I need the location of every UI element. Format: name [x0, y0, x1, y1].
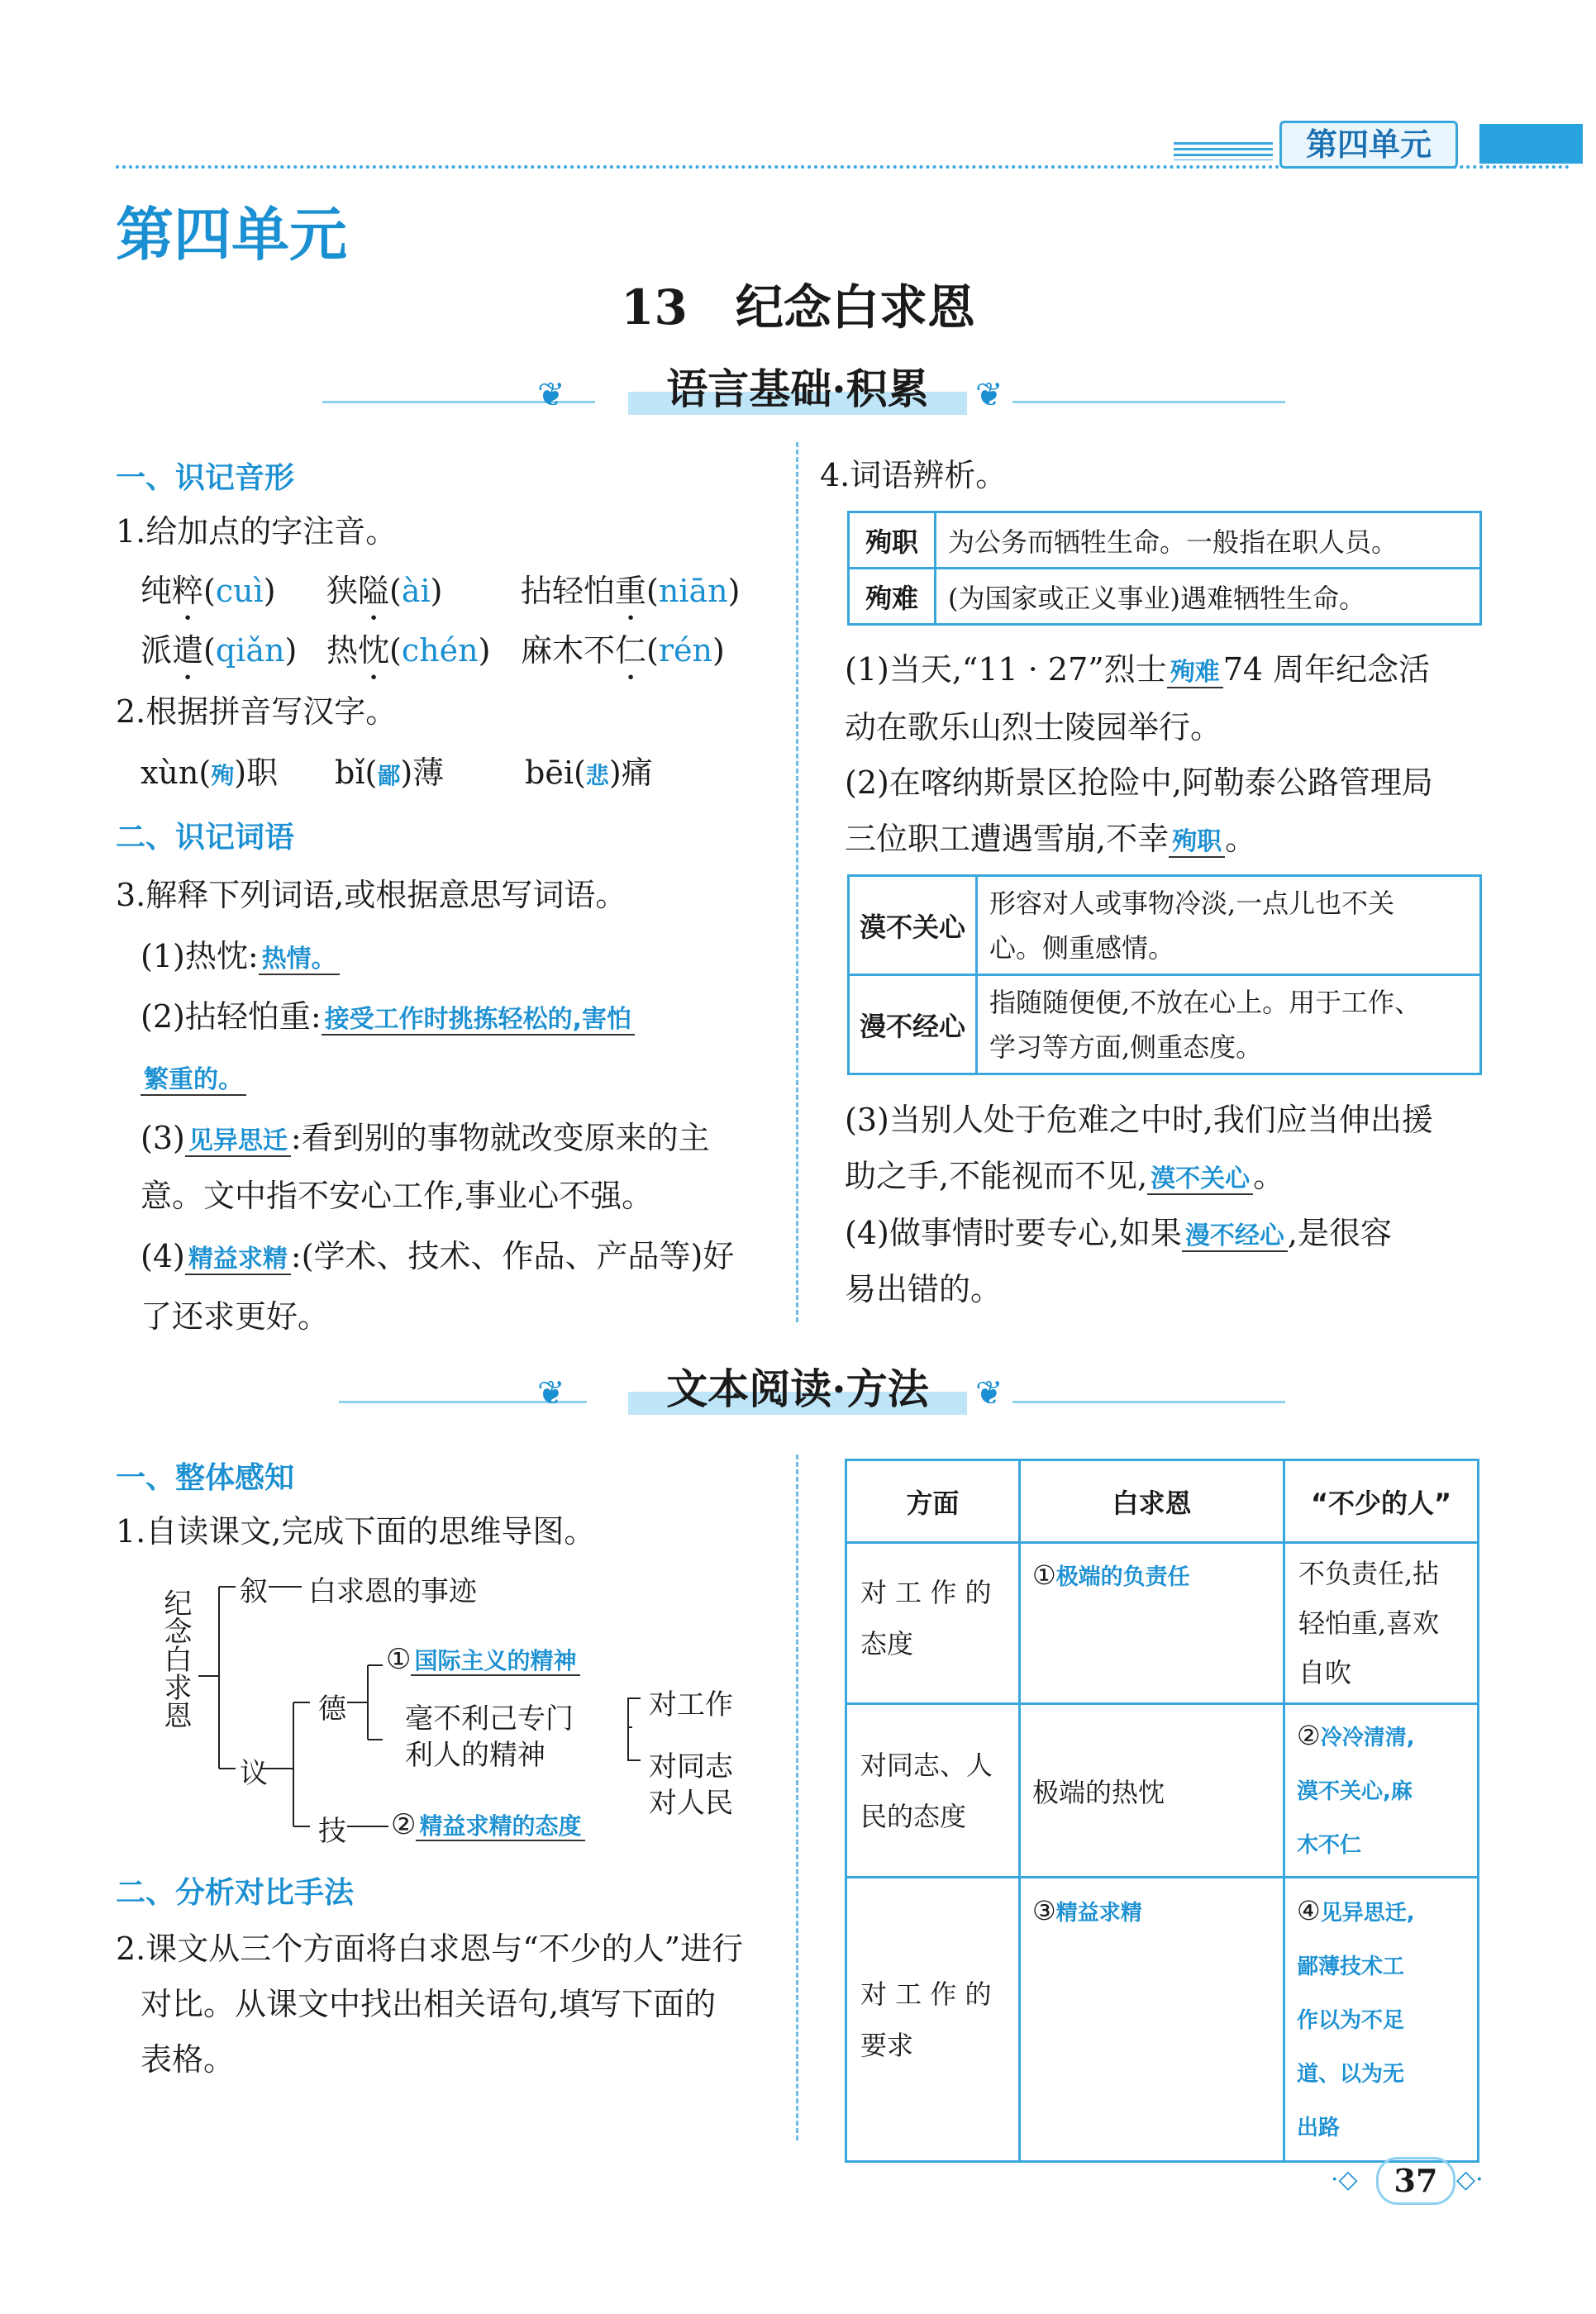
mind-yi: 议 [240, 1757, 268, 1790]
sentence-3-cont: 助之手,不能视而不见, 漠不关心 。 [845, 1158, 1285, 1194]
pinyin-item: 纯粹(cuì) [141, 573, 276, 609]
word-table-1 [847, 511, 1482, 626]
sentence-2: (2)在喀纳斯景区抢险中,阿勒泰公路管理局 [845, 764, 1433, 801]
mind-target: 对同志 [649, 1750, 733, 1783]
lesson-title: 13 纪念白求恩 [621, 279, 975, 336]
question-3: 3.解释下列词语,或根据意思写词语。 [116, 877, 627, 913]
table-definition: 形容对人或事物冷淡,一点儿也不关 心。侧重感情。 [977, 876, 1481, 975]
mind-target: 对人民 [649, 1787, 733, 1820]
table-definition: 为公务而牺牲生命。一般指在职人员。 [936, 512, 1481, 569]
mind-spirit: 毫不利己专门 利人的精神 [405, 1702, 574, 1772]
section-heading: 二、分析对比手法 [116, 1876, 355, 1910]
table-word: 殉难 [849, 569, 936, 625]
table-aspect: 对同志、人 民的态度 [846, 1704, 1020, 1878]
mind-ji: 技 [318, 1815, 346, 1848]
question-1: 1.给加点的字注音。 [116, 513, 398, 550]
write-row [141, 752, 653, 797]
q3-item-2: (2)拈轻怕重: 接受工作时挑拣轻松的,害怕 [141, 996, 635, 1040]
sentence-4-cont: 易出错的。 [845, 1271, 1003, 1307]
table-cell: 极端的热忱 [1020, 1704, 1284, 1878]
swirl-left-icon: ❦ [537, 376, 565, 414]
section-heading: 二、识记词语 [116, 821, 295, 855]
sentence-4: (4)做事情时要专心,如果 漫不经心 ,是很容 [845, 1215, 1393, 1251]
pinyin-item: 狭隘(ài) [326, 573, 443, 609]
unit-tab: 第四单元 [1279, 121, 1458, 169]
sentence-1: (1)当天,“11 · 27”烈士 殉难 74 周年纪念活 [845, 651, 1431, 688]
table-word: 殉职 [849, 512, 936, 569]
sentence-1-cont: 动在歌乐山烈士陵园举行。 [845, 709, 1222, 745]
q3-item-4: (4) 精益求精 :(学术、技术、作品、产品等)好 [141, 1238, 735, 1274]
table-definition: (为国家或正义事业)遇难牺牲生命。 [936, 569, 1481, 625]
question-2b-cont: 表格。 [141, 2041, 236, 2078]
mind-target: 对工作 [649, 1688, 733, 1721]
table-definition: 指随随便便,不放在心上。用于工作、 学习等方面,侧重态度。 [977, 975, 1481, 1074]
q3-item-1: (1)热忱: 热情。 [141, 936, 340, 980]
question-1b: 1.自读课文,完成下面的思维导图。 [116, 1513, 596, 1550]
header-speed-lines [1174, 142, 1273, 160]
mind-answer-1: ① 国际主义的精神 [386, 1643, 580, 1676]
section-heading: 一、整体感知 [116, 1461, 295, 1495]
pinyin-item: 热忱(chén) [326, 632, 491, 669]
table-header: “不少的人” [1284, 1460, 1479, 1543]
table-cell: 不负责任,拈 轻怕重,喜欢 自吹 [1284, 1543, 1479, 1704]
table-word: 漠不关心 [849, 876, 977, 975]
table-answer: ③精益求精 [1020, 1878, 1284, 2162]
question-2b-cont: 对比。从课文中找出相关语句,填写下面的 [141, 1986, 717, 2022]
q3-item-4-cont: 了还求更好。 [141, 1298, 330, 1335]
table-aspect: 对 工 作 的 要求 [846, 1878, 1020, 2162]
write-item: bǐ(鄙)薄 [335, 755, 445, 791]
page-ornament-right-icon: ◇· [1456, 2165, 1484, 2194]
sentence-3: (3)当别人处于危难之中时,我们应当伸出援 [845, 1102, 1433, 1138]
pinyin-row [141, 630, 725, 687]
section-heading: 一、识记音形 [116, 461, 295, 495]
banner-reading: 文本阅读·方法 [628, 1364, 967, 1415]
q3-item-2-cont: 繁重的。 [141, 1056, 246, 1101]
banner-language: 语言基础·积累 [628, 364, 967, 415]
column-divider [796, 442, 798, 1322]
swirl-right-icon: ❦ [975, 376, 1003, 414]
page-ornament-left-icon: ·◇ [1331, 2165, 1358, 2194]
table-answer: ①极端的负责任 [1020, 1543, 1284, 1704]
mind-answer-2: ② 精益求精的态度 [391, 1808, 585, 1841]
table-header: 白求恩 [1020, 1460, 1284, 1543]
table-word: 漫不经心 [849, 975, 977, 1074]
word-table-2 [847, 874, 1482, 1075]
mind-xu-text: 白求恩的事迹 [308, 1575, 477, 1608]
table-aspect: 对 工 作 的 态度 [846, 1543, 1020, 1704]
unit-tab-bar [1479, 124, 1583, 164]
q3-item-3-cont: 意。文中指不安心工作,事业心不强。 [141, 1178, 654, 1214]
write-item: xùn(殉)职 [141, 755, 279, 791]
question-2: 2.根据拼音写汉字。 [116, 693, 398, 730]
banner-rule-right [1012, 1401, 1285, 1403]
pinyin-item: 麻木不仁(rén) [521, 632, 725, 669]
table-header: 方面 [846, 1460, 1020, 1543]
unit-title: 第四单元 [116, 200, 347, 269]
q3-item-3: (3) 见异思迁 :看到别的事物就改变原来的主 [141, 1120, 710, 1156]
swirl-left-icon: ❦ [537, 1374, 565, 1412]
page-number: 37 [1376, 2157, 1455, 2205]
column-divider [796, 1455, 798, 2140]
pinyin-item: 派遣(qiǎn) [141, 632, 298, 669]
pinyin-row [141, 570, 740, 627]
pinyin-item: 拈轻怕重(niān) [521, 573, 741, 609]
table-answer: ④见异思迁, 鄙薄技术工 作以为不足 道、以为无 出路 [1284, 1878, 1479, 2162]
mind-root: 纪念白求恩 [159, 1588, 192, 1729]
comparison-table [845, 1459, 1479, 2163]
mind-xu: 叙 [240, 1575, 268, 1608]
question-4: 4.词语辨析。 [820, 457, 1008, 493]
swirl-right-icon: ❦ [975, 1374, 1003, 1412]
table-answer: ②冷冷清清, 漠不关心,麻 木不仁 [1284, 1704, 1479, 1878]
question-2b: 2.课文从三个方面将白求恩与“不少的人”进行 [116, 1931, 744, 1967]
sentence-2-cont: 三位职工遭遇雪崩,不幸 殉职 。 [845, 821, 1257, 857]
banner-rule-right [1012, 401, 1285, 403]
write-item: bēi(悲)痛 [525, 755, 653, 791]
mind-de: 德 [318, 1693, 346, 1726]
mind-map [161, 1562, 781, 1859]
